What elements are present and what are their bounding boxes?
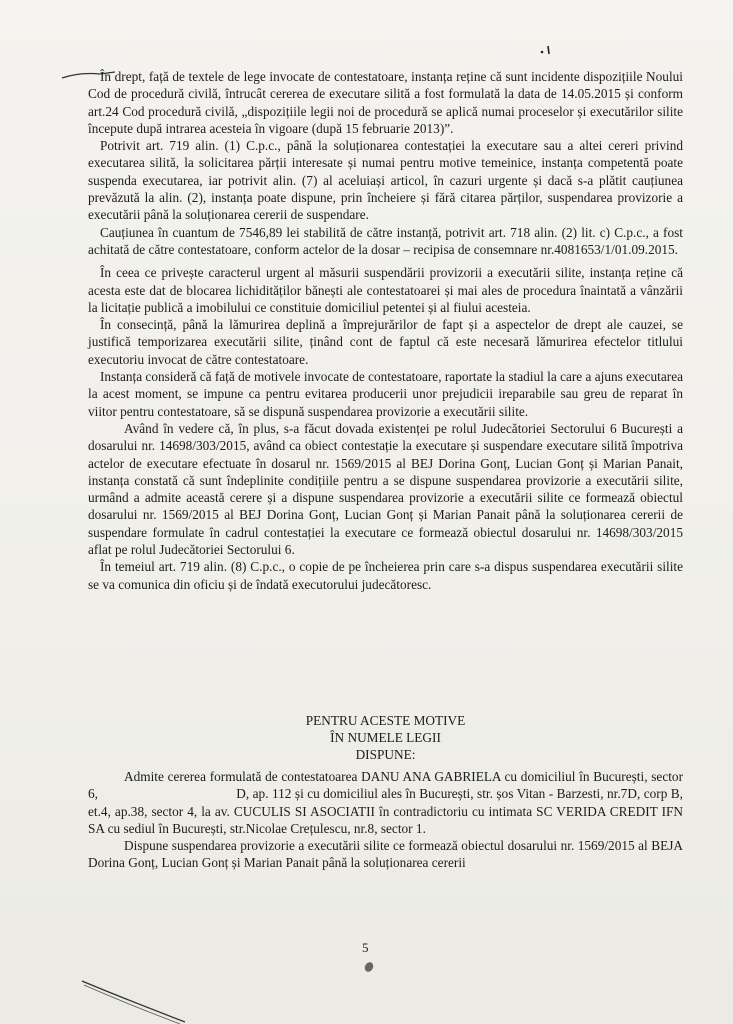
paragraph-orders-suspension: Dispune suspendarea provizorie a executării silite ce formează obiectul dosarului nr. 1569/2015 al BEJA Dorina Gonț, Lucian Gonț și Marian Panait până la soluționarea cererii [88,838,683,871]
heading-line-2: ÎN NUMELE LEGII [330,730,441,745]
paragraph-legal-basis: În drept, față de textele de lege invocate de contestatoare, instanța reține că sunt incidente dispozițiile Noului Cod de procedură civilă, întrucât cererea de executare silită a fost formulată la data de 14.05.2015 și conform art.24 Cod procedură civilă, „dispozițiile legii noi de procedură se aplică numai proceselor și executărilor silite începute după intrarea acesteia în vigoare (după 15 februarie 2013)”. [88,69,683,136]
paragraph-given-that: Având în vedere că, în plus, s-a făcut dovada existenței pe rolul Judecătoriei Sectorului 6 București a dosarului nr. 14698/303/2015, având ca obiect contestație la executare și suspendare executare silită împotriva actelor de executare efectuate în dosarul nr. 1569/2015 al BEJ Dorina Gonț, Lucian Gonț și Marian Panait, instanța constată că sunt îndeplinite condițiile pentru a se dispune suspendarea provizorie a executării silite, urmând a admite această cerere și a dispune suspendarea provizorie a executării silite ce formează obiectul dosarului nr. 1569/2015 al BEJ Dorina Gonț, Lucian Gonț și Marian Panait până la soluționarea cererii de suspendare formulate în cadrul contestației la executare ce formează obiectul dosarului nr. 14698/303/2015 aflat pe rolul Judecătoriei Sectorului 6. [88,420,683,558]
paragraph-court-considers: Instanța consideră că față de motivele invocate de contestatoare, raportate la stadiul la care a ajuns executarea la acest moment, se impune ca pentru evitarea producerii unor prejudicii ireparabile sau greu de reparat în viitor pentru contestatoare, să se dispună suspendarea provizorie a executării silite. [88,369,683,419]
reasoning-section [88,68,683,593]
ink-dot [362,960,376,974]
pen-mark-top-right [535,40,555,60]
paragraph-art-719: Potrivit art. 719 alin. (1) C.p.c., până la soluționarea contestației la executare sau a altei cereri privind executarea silită, la solicitarea părții interesate și numai pentru motive temeinice, instanța competentă poate suspenda executarea, iar potrivit alin. (7) al aceluiași articol, în cazuri urgente și dacă s-a plătit cauțiunea prevăzută la alin. (2), instanța poate dispune, prin încheiere și fără citarea părților, suspendarea provizorie a executării până la soluționarea cererii de suspendare. [88,138,683,223]
paragraph-cautiune: Cauțiunea în cuantum de 7546,89 lei stabilită de către instanță, potrivit art. 718 alin. (2) lit. c) C.p.c., a fost achitată de către contestatoare, conform actelor de la dosar – recipisa de consemnare nr.4081653/1/01.09.2015. [88,224,683,257]
paragraph-art-719-8: În temeiul art. 719 alin. (8) C.p.c., o copie de pe încheierea prin care s-a dispus suspendarea executării silite se va comunica din oficiu și de îndată executorului judecătoresc. [88,559,683,592]
pen-mark-bottom-left [80,975,190,1024]
paragraph-urgency: În ceea ce privește caracterul urgent al măsurii suspendării provizorii a executării silite, instanța reține că acesta este dat de blocarea lichidităților bănești ale contestatoarei și mai ales de procedura înaintată a vânzării la licitație publică a imobilului ce constituie domiciliul petentei și al fiului acesteia. [88,265,683,315]
heading-line-3: DISPUNE: [355,747,416,762]
dispositive-section [88,768,687,872]
page-number: 5 [362,940,369,955]
heading-line-1: PENTRU ACESTE MOTIVE [305,713,466,728]
paragraph-consequence: În consecință, până la lămurirea deplină a împrejurărilor de fapt și a aspectelor de drept ale cauzei, se justifică temporizarea executării silite, ținând cont de faptul că este necesară lămurirea efectelor titlului executoriu invocat de către contestatoare. [88,317,683,367]
dispositive-heading [88,712,683,763]
paragraph-admits-request: Admite cererea formulată de contestatoarea DANU ANA GABRIELA cu domiciliul în București, sector 6, D, ap. 112 și cu domiciliul ales în București, str. șos Vitan - Barzesti, nr.7D, corp B, et.4, ap.38, sector 4, la av. CUCULIS SI ASOCIATII în contradictoriu cu intimata SC VERIDA CREDIT IFN SA cu sediul în București, str.Nicolae Crețulescu, nr.8, sector 1. [88,769,687,836]
